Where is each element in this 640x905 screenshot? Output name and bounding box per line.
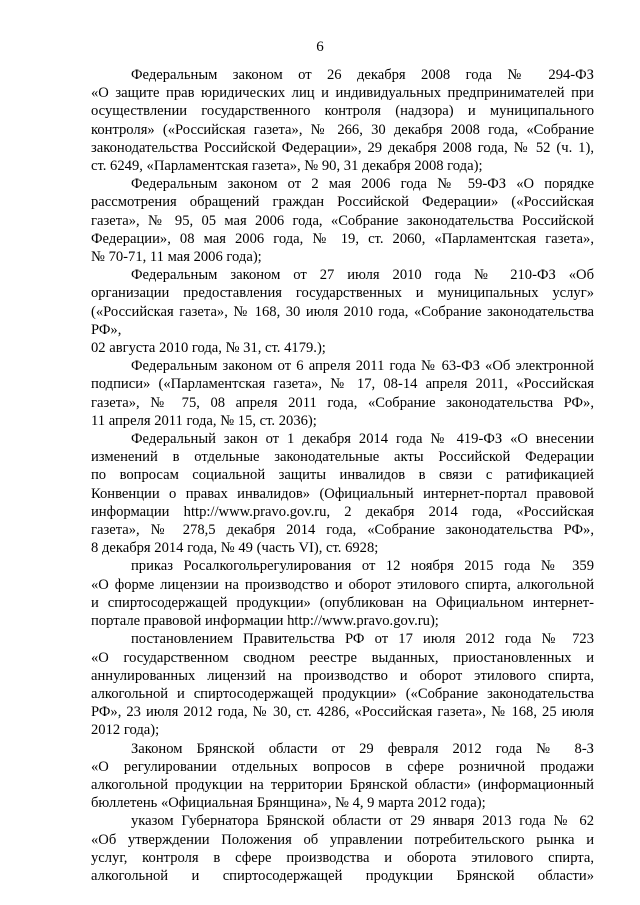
text-line: указом Губернатора Брянской области от 29 января 2013 года № 62: [131, 813, 594, 830]
text-line: РФ»,: [91, 321, 122, 338]
text-line: газета», № 75, 08 апреля 2011 года, «Собрание законодательства РФ»,: [91, 394, 594, 411]
text-line: Федеральным законом от 27 июля 2010 года № 210-ФЗ «Об: [131, 267, 594, 284]
text-line: портале правовой информации http://www.pravo.gov.ru);: [91, 613, 439, 630]
text-line: «О форме лицензии на производство и оборот этилового спирта, алкогольной: [91, 576, 594, 593]
text-line: бюллетень «Официальная Брянщина», № 4, 9 марта 2012 года);: [91, 795, 486, 812]
text-line: контроля» («Российская газета», № 266, 30 декабря 2008 года, «Собрание: [91, 121, 594, 138]
text-line: 8 декабря 2014 года, № 49 (часть VI), ст. 6928;: [91, 540, 379, 557]
paragraph: [91, 175, 594, 266]
text-line: Федеральный закон от 1 декабря 2014 года № 419-ФЗ «О внесении: [131, 431, 594, 448]
text-line: «О государственном сводном реестре выданных, приостановленных и: [91, 649, 594, 666]
text-line: («Российская газета», № 168, 30 июля 2010 года, «Собрание законодательства: [91, 303, 594, 320]
text-line: по вопросам социальной защиты инвалидов в связи с ратификацией: [91, 467, 594, 484]
text-line: газета», № 278,5 декабря 2014 года, «Собрание законодательства РФ»,: [91, 522, 594, 539]
document-body: [91, 66, 594, 885]
text-line: РФ», 23 июля 2012 года, № 30, ст. 4286, «Российская газета», № 168, 25 июля: [91, 704, 594, 721]
text-line: 02 августа 2010 года, № 31, ст. 4179.);: [91, 340, 326, 357]
text-line: «О защите прав юридических лиц и индивидуальных предпринимателей при: [91, 85, 594, 102]
text-line: осуществлении государственного контроля (надзора) и муниципального: [91, 103, 594, 120]
text-line: Конвенции о правах инвалидов» (Официальный интернет-портал правовой: [91, 485, 594, 502]
text-line: № 70-71, 11 мая 2006 года);: [91, 249, 262, 266]
text-line: 11 апреля 2011 года, № 15, ст. 2036);: [91, 412, 317, 429]
paragraph: [91, 812, 594, 885]
text-line: «О регулировании отдельных вопросов в сфере розничной продажи: [91, 758, 594, 775]
text-line: газета», № 95, 05 мая 2006 года, «Собрание законодательства Российской: [91, 212, 594, 229]
text-line: алкогольной и спиртосодержащей продукции Брянской области»: [91, 867, 594, 884]
paragraph: [91, 630, 594, 739]
paragraph: [91, 266, 594, 357]
text-line: «Об утверждении Положения об управлении потребительского рынка и: [91, 831, 594, 848]
text-line: ст. 6249, «Парламентская газета», № 90, 31 декабря 2008 года);: [91, 158, 483, 175]
text-line: 2012 года);: [91, 722, 160, 739]
paragraph: [91, 357, 594, 430]
text-line: Федеральным законом от 6 апреля 2011 года № 63-ФЗ «Об электронной: [131, 358, 594, 375]
text-line: организации предоставления государственных и муниципальных услуг»: [91, 285, 594, 302]
text-line: Федеральным законом от 2 мая 2006 года № 59-ФЗ «О порядке: [131, 176, 594, 193]
page-number: 6: [316, 39, 324, 55]
text-line: информации http://www.pravo.gov.ru, 2 декабря 2014 года, «Российская: [91, 503, 594, 520]
text-line: Законом Брянской области от 29 февраля 2012 года № 8-З: [131, 740, 594, 757]
text-line: алкогольной продукции на территории Брянской области» (информационный: [91, 776, 594, 793]
paragraph: [91, 66, 594, 175]
paragraph: [91, 430, 594, 557]
paragraph: [91, 740, 594, 813]
paragraph: [91, 557, 594, 630]
text-line: изменений в отдельные законодательные акты Российской Федерации: [91, 449, 594, 466]
text-line: алкогольной и спиртосодержащей продукции» («Собрание законодательства: [91, 685, 594, 702]
text-line: и спиртосодержащей продукции» (опубликован на Официальном интернет-: [91, 594, 594, 611]
text-line: услуг, контроля в сфере производства и оборота этилового спирта,: [91, 849, 594, 866]
text-line: Федеральным законом от 26 декабря 2008 года № 294-ФЗ: [131, 67, 594, 83]
text-line: Федерации», 08 мая 2006 года, № 19, ст. 2060, «Парламентская газета»,: [91, 230, 594, 247]
text-line: аннулированных лицензий на производство и оборот этилового спирта,: [91, 667, 594, 684]
text-line: подписи» («Парламентская газета», № 17, 08-14 апреля 2011, «Российская: [91, 376, 594, 393]
text-line: приказ Росалкогольрегулирования от 12 ноября 2015 года № 359: [131, 558, 594, 575]
text-line: законодательства Российской Федерации», 29 декабря 2008 года, № 52 (ч. 1),: [91, 139, 594, 156]
text-line: постановлением Правительства РФ от 17 июля 2012 года № 723: [131, 631, 594, 648]
text-line: рассмотрения обращений граждан Российской Федерации» («Российская: [91, 194, 594, 211]
